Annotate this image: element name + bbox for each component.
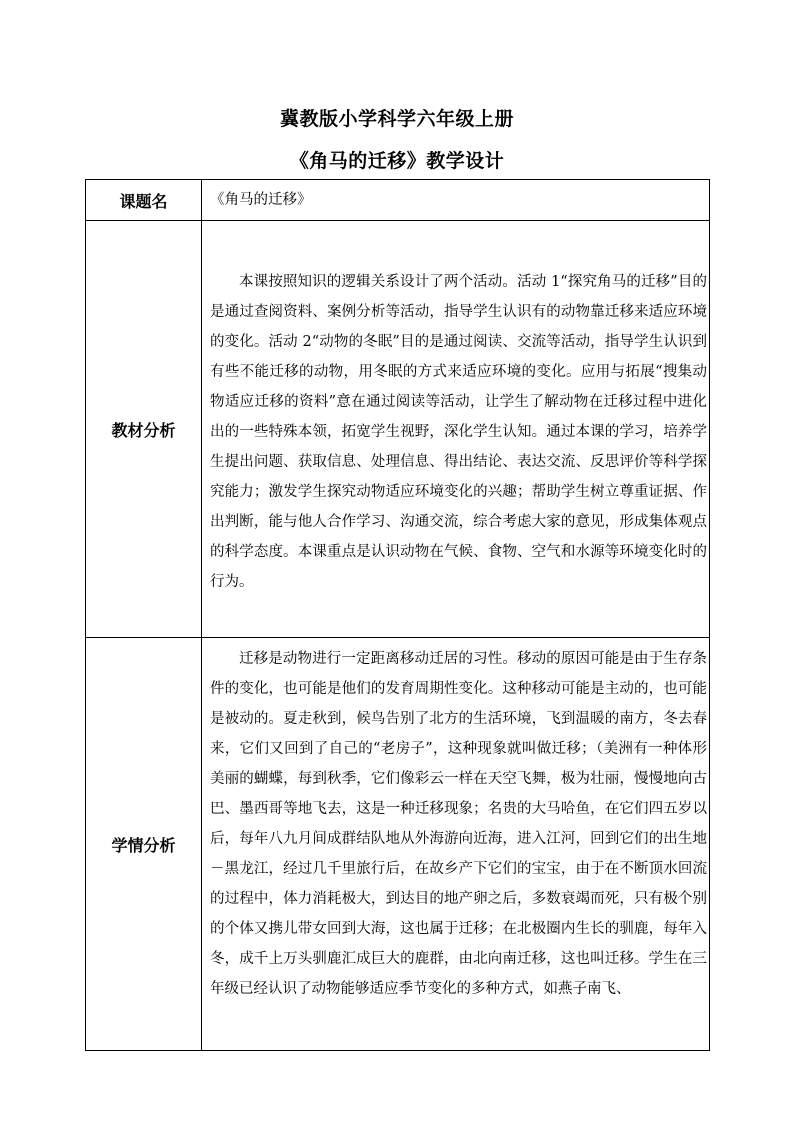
document-title-line2: 《角马的迁移》教学设计 xyxy=(289,150,505,172)
row-label-student-analysis: 学情分析 xyxy=(86,638,202,1051)
row-content-student-analysis: 迁移是动物进行一定距离移动迁居的习性。移动的原因可能是由于生存条件的变化，也可能是他们的发育周期性变化。这种移动可能是主动的，也可能是被动的。夏走秋到，候鸟告别了北方的生活环境，飞到温暖的南方，冬去春来，它们又回到了自己的“老房子”，这种现象就叫做迁移；（美洲有一种体形美丽的蝴蝶，每到秋季，它们像彩云一样在天空飞舞，极为壮丽，慢慢地向古巴、墨西哥等地飞去，这是一种迁移现象；名贵的大马哈鱼，在它们四五岁以后，每年八九月间成群结队地从外海游向近海，进入江河，回到它们的出生地－黑龙江，经过几千里旅行后，在故乡产下它们的宝宝，由于在不断顶水回流的过程中，体力消耗极大，到达目的地产卵之后，多数衰竭而死，只有极个别的个体又携儿带女回到大海，这也属于迁移；在北极圈内生长的驯鹿，每年入冬，成千上万头驯鹿汇成巨大的鹿群，由北向南迁移，这也叫迁移。学生在三年级已经认识了动物能够适应季节变化的多种方式，如燕子南飞、 xyxy=(202,638,710,1051)
row-label-topic: 课题名 xyxy=(86,180,202,221)
table-row-topic xyxy=(86,180,710,221)
table-row-material-analysis xyxy=(86,221,710,638)
table-row-student-analysis xyxy=(86,638,710,1051)
lesson-design-table xyxy=(85,179,710,1051)
document-title-line1: 冀教版小学科学六年级上册 xyxy=(279,108,514,130)
row-label-material-analysis: 教材分析 xyxy=(86,221,202,638)
row-content-material-analysis: 本课按照知识的逻辑关系设计了两个活动。活动 1“探究角马的迁移”目的是通过查阅资料、案例分析等活动，指导学生认识有的动物靠迁移来适应环境的变化。活动 2“动物的冬眠”目的是通过阅读、交流等活动，指导学生认识到有些不能迁移的动物，用冬眠的方式来适应环境的变化。应用与拓展“搜集动物适应迁移的资料”意在通过阅读等活动，让学生了解动物在迁移过程中进化出的一些特殊本领，拓宽学生视野，深化学生认知。通过本课的学习，培养学生提出问题、获取信息、处理信息、得出结论、表达交流、反思评价等科学探究能力；激发学生探究动物适应环境变化的兴趣；帮助学生树立尊重证据、作出判断，能与他人合作学习、沟通交流，综合考虑大家的意见，形成集体观点的科学态度。本课重点是认识动物在气候、食物、空气和水源等环境变化时的行为。 xyxy=(202,221,710,638)
row-content-topic: 《角马的迁移》 xyxy=(202,180,710,221)
